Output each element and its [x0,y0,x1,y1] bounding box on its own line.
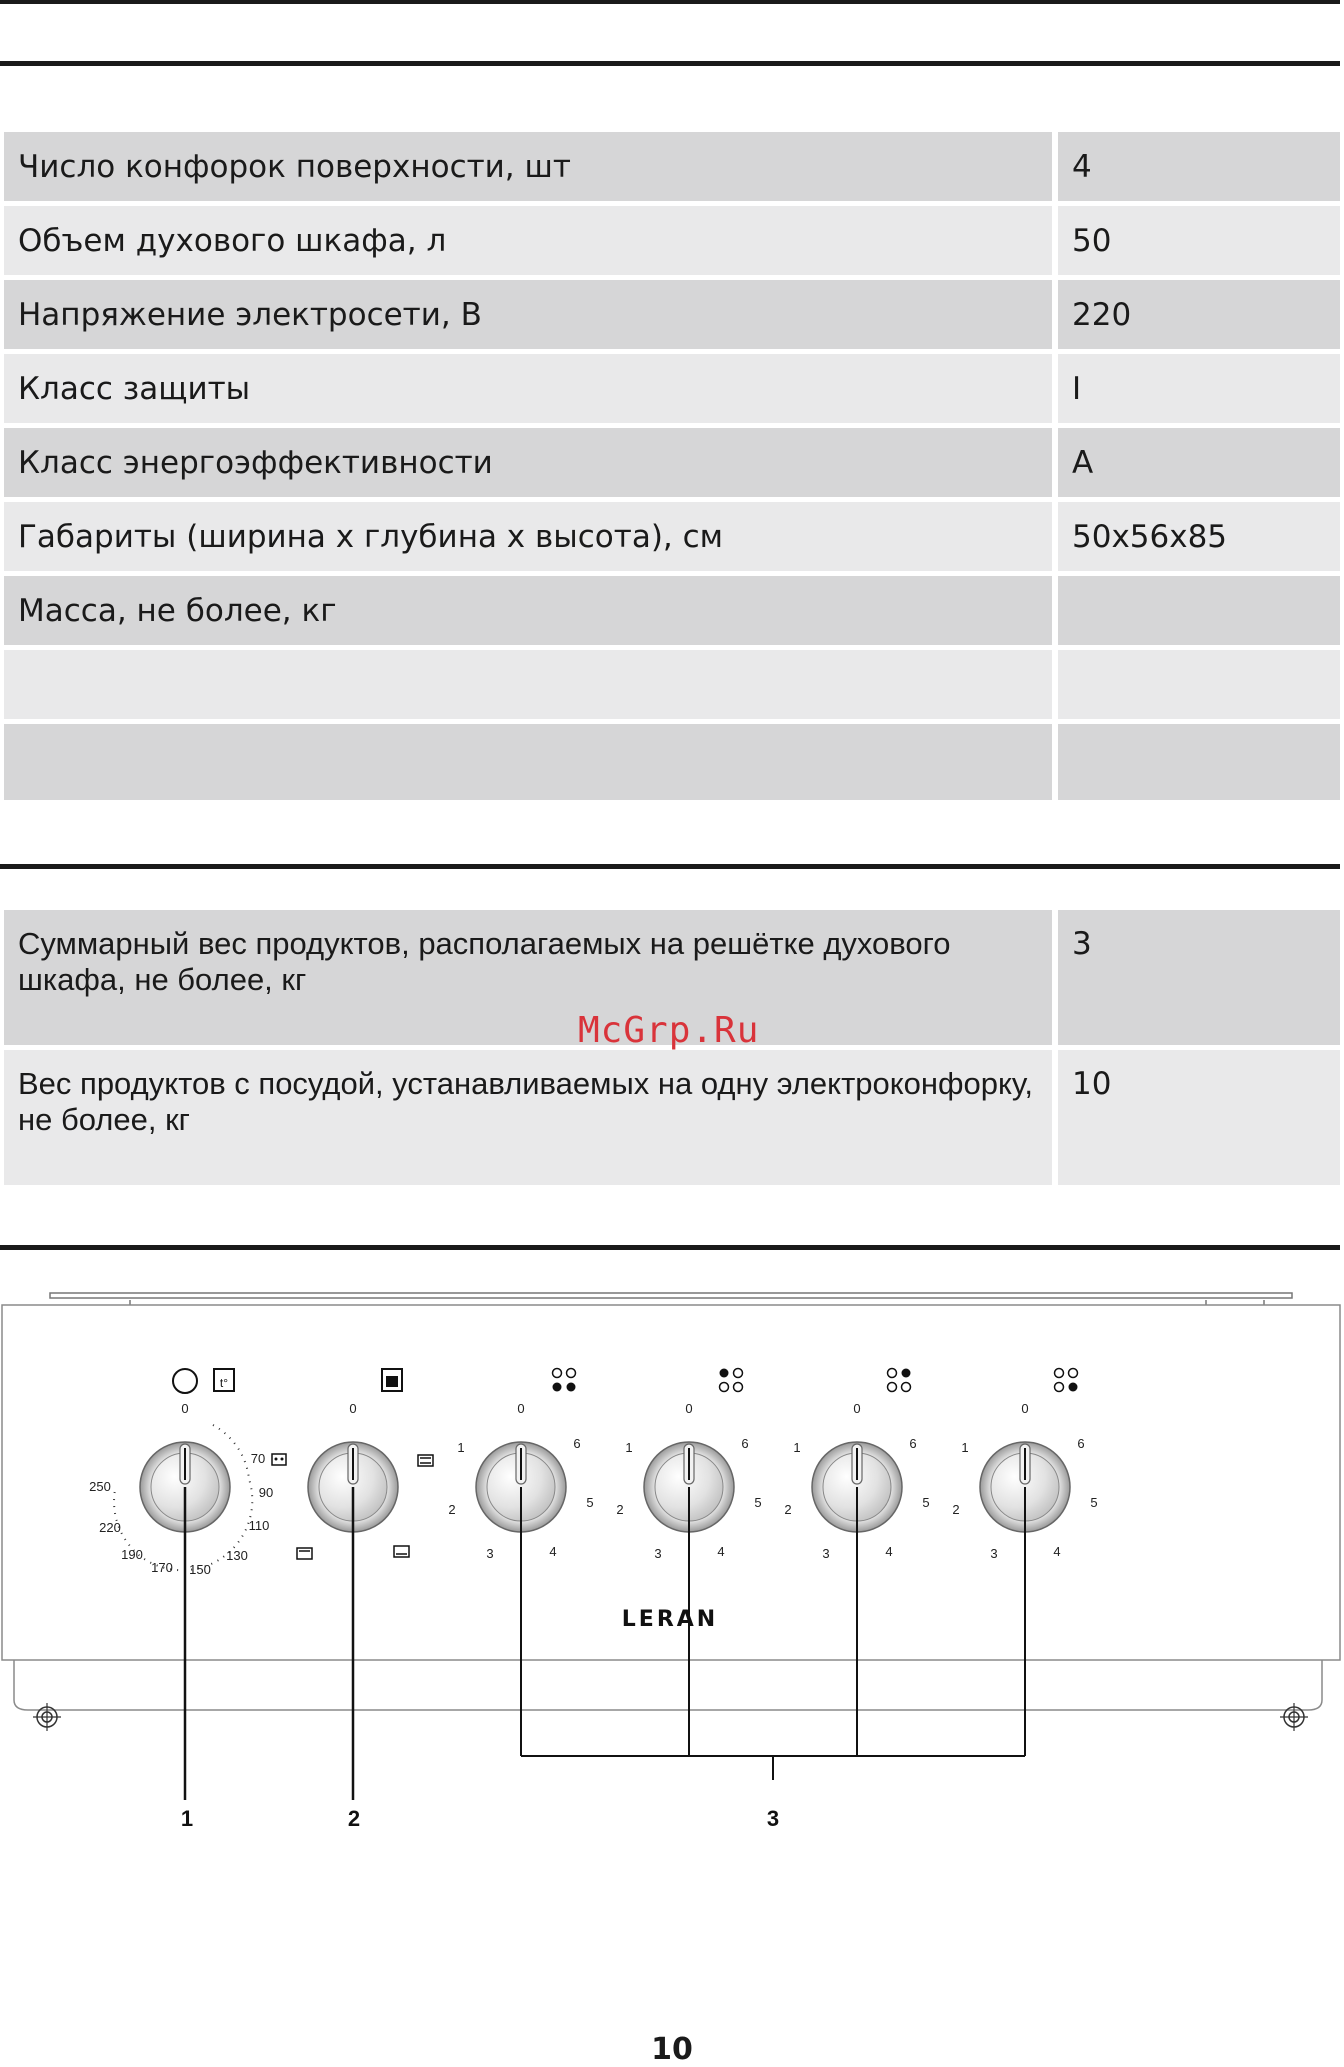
temperature-label: 250 [89,1479,111,1494]
power-level-label: 4 [1053,1544,1061,1559]
spec-value: 50 [1052,206,1340,275]
table-row [4,280,1340,349]
load-label: Вес продуктов с посудой, устанавливаемых на одну электроконфорку, не более, кг [4,1050,1052,1185]
knob-zero-label: 0 [181,1401,189,1416]
callout-number: 3 [766,1806,780,1831]
panel-bottom-trim [14,1660,1322,1710]
temperature-label: 130 [226,1548,248,1563]
power-level-label: 3 [486,1546,494,1561]
table-row [4,576,1340,645]
knob-zero-label: 0 [685,1401,693,1416]
panel-top-trim [50,1293,1292,1298]
table-row [4,1050,1340,1185]
table-row [4,428,1340,497]
top-rule [0,0,1340,4]
power-level-label: 5 [754,1495,762,1510]
power-level-label: 2 [952,1502,960,1517]
power-level-label: 4 [885,1544,893,1559]
power-level-label: 3 [990,1546,998,1561]
spec-label: Габариты (ширина х глубина х высота), см [4,502,1052,571]
power-level-label: 4 [717,1544,725,1559]
watermark: McGrp.Ru [578,1010,760,1051]
power-level-label: 2 [448,1502,456,1517]
spec-label: Класс защиты [4,354,1052,423]
power-level-label: 6 [909,1436,917,1451]
callout-number: 2 [347,1806,361,1831]
spec-label: Число конфорок поверхности, шт [4,132,1052,201]
power-level-label: 1 [793,1440,801,1455]
power-level-label: 6 [1077,1436,1085,1451]
callout-number: 1 [180,1806,194,1831]
spec-value: 4 [1052,132,1340,201]
control-panel-diagram [0,1280,1344,1840]
knob-zero-label: 0 [1021,1401,1029,1416]
load-label: Суммарный вес продуктов, располагаемых на решётке духового шкафа, не более, кг [4,910,1052,1045]
temperature-label: 110 [248,1518,270,1533]
spec-value [1052,724,1340,800]
power-level-label: 3 [822,1546,830,1561]
power-level-label: 1 [961,1440,969,1455]
spec-label: Напряжение электросети, В [4,280,1052,349]
brand-logo: LERAN [621,1607,719,1632]
power-level-label: 6 [573,1436,581,1451]
section-rule-loads [0,864,1340,869]
knob-zero-label: 0 [853,1401,861,1416]
load-value: 3 [1052,910,1340,1045]
screw-icon [1280,1703,1308,1731]
spec-label: Масса, не более, кг [4,576,1052,645]
spec-value: А [1052,428,1340,497]
power-level-label: 5 [922,1495,930,1510]
section-rule-panel [0,1245,1340,1250]
power-level-label: 2 [616,1502,624,1517]
load-value: 10 [1052,1050,1340,1185]
table-row [4,650,1340,719]
temperature-label: 220 [99,1520,121,1535]
power-level-label: 6 [741,1436,749,1451]
spec-label [4,724,1052,800]
power-level-label: 4 [549,1544,557,1559]
knob-zero-label: 0 [349,1401,357,1416]
specifications-table [4,127,1340,805]
spec-value: 220 [1052,280,1340,349]
power-level-label: 1 [457,1440,465,1455]
table-row [4,206,1340,275]
temperature-label: 190 [121,1547,143,1562]
spec-label: Класс энергоэффективности [4,428,1052,497]
power-level-label: 3 [654,1546,662,1561]
power-level-label: 5 [1090,1495,1098,1510]
page-number: 10 [651,2032,693,2067]
screw-icon [33,1703,61,1731]
table-row [4,724,1340,800]
spec-value: 50х56х85 [1052,502,1340,571]
temperature-label: 70 [250,1451,266,1466]
spec-label [4,650,1052,719]
power-level-label: 1 [625,1440,633,1455]
temperature-label: 90 [258,1485,274,1500]
spec-value: I [1052,354,1340,423]
knob-zero-label: 0 [517,1401,525,1416]
temperature-label: 170 [151,1560,173,1575]
spec-label: Объем духового шкафа, л [4,206,1052,275]
table-row [4,354,1340,423]
table-row [4,502,1340,571]
spec-value [1052,576,1340,645]
power-level-label: 2 [784,1502,792,1517]
temperature-label: 150 [189,1562,211,1577]
power-level-label: 5 [586,1495,594,1510]
spec-value [1052,650,1340,719]
section-rule-specs [0,61,1340,66]
table-row [4,132,1340,201]
svg-text:t°: t° [219,1376,229,1390]
